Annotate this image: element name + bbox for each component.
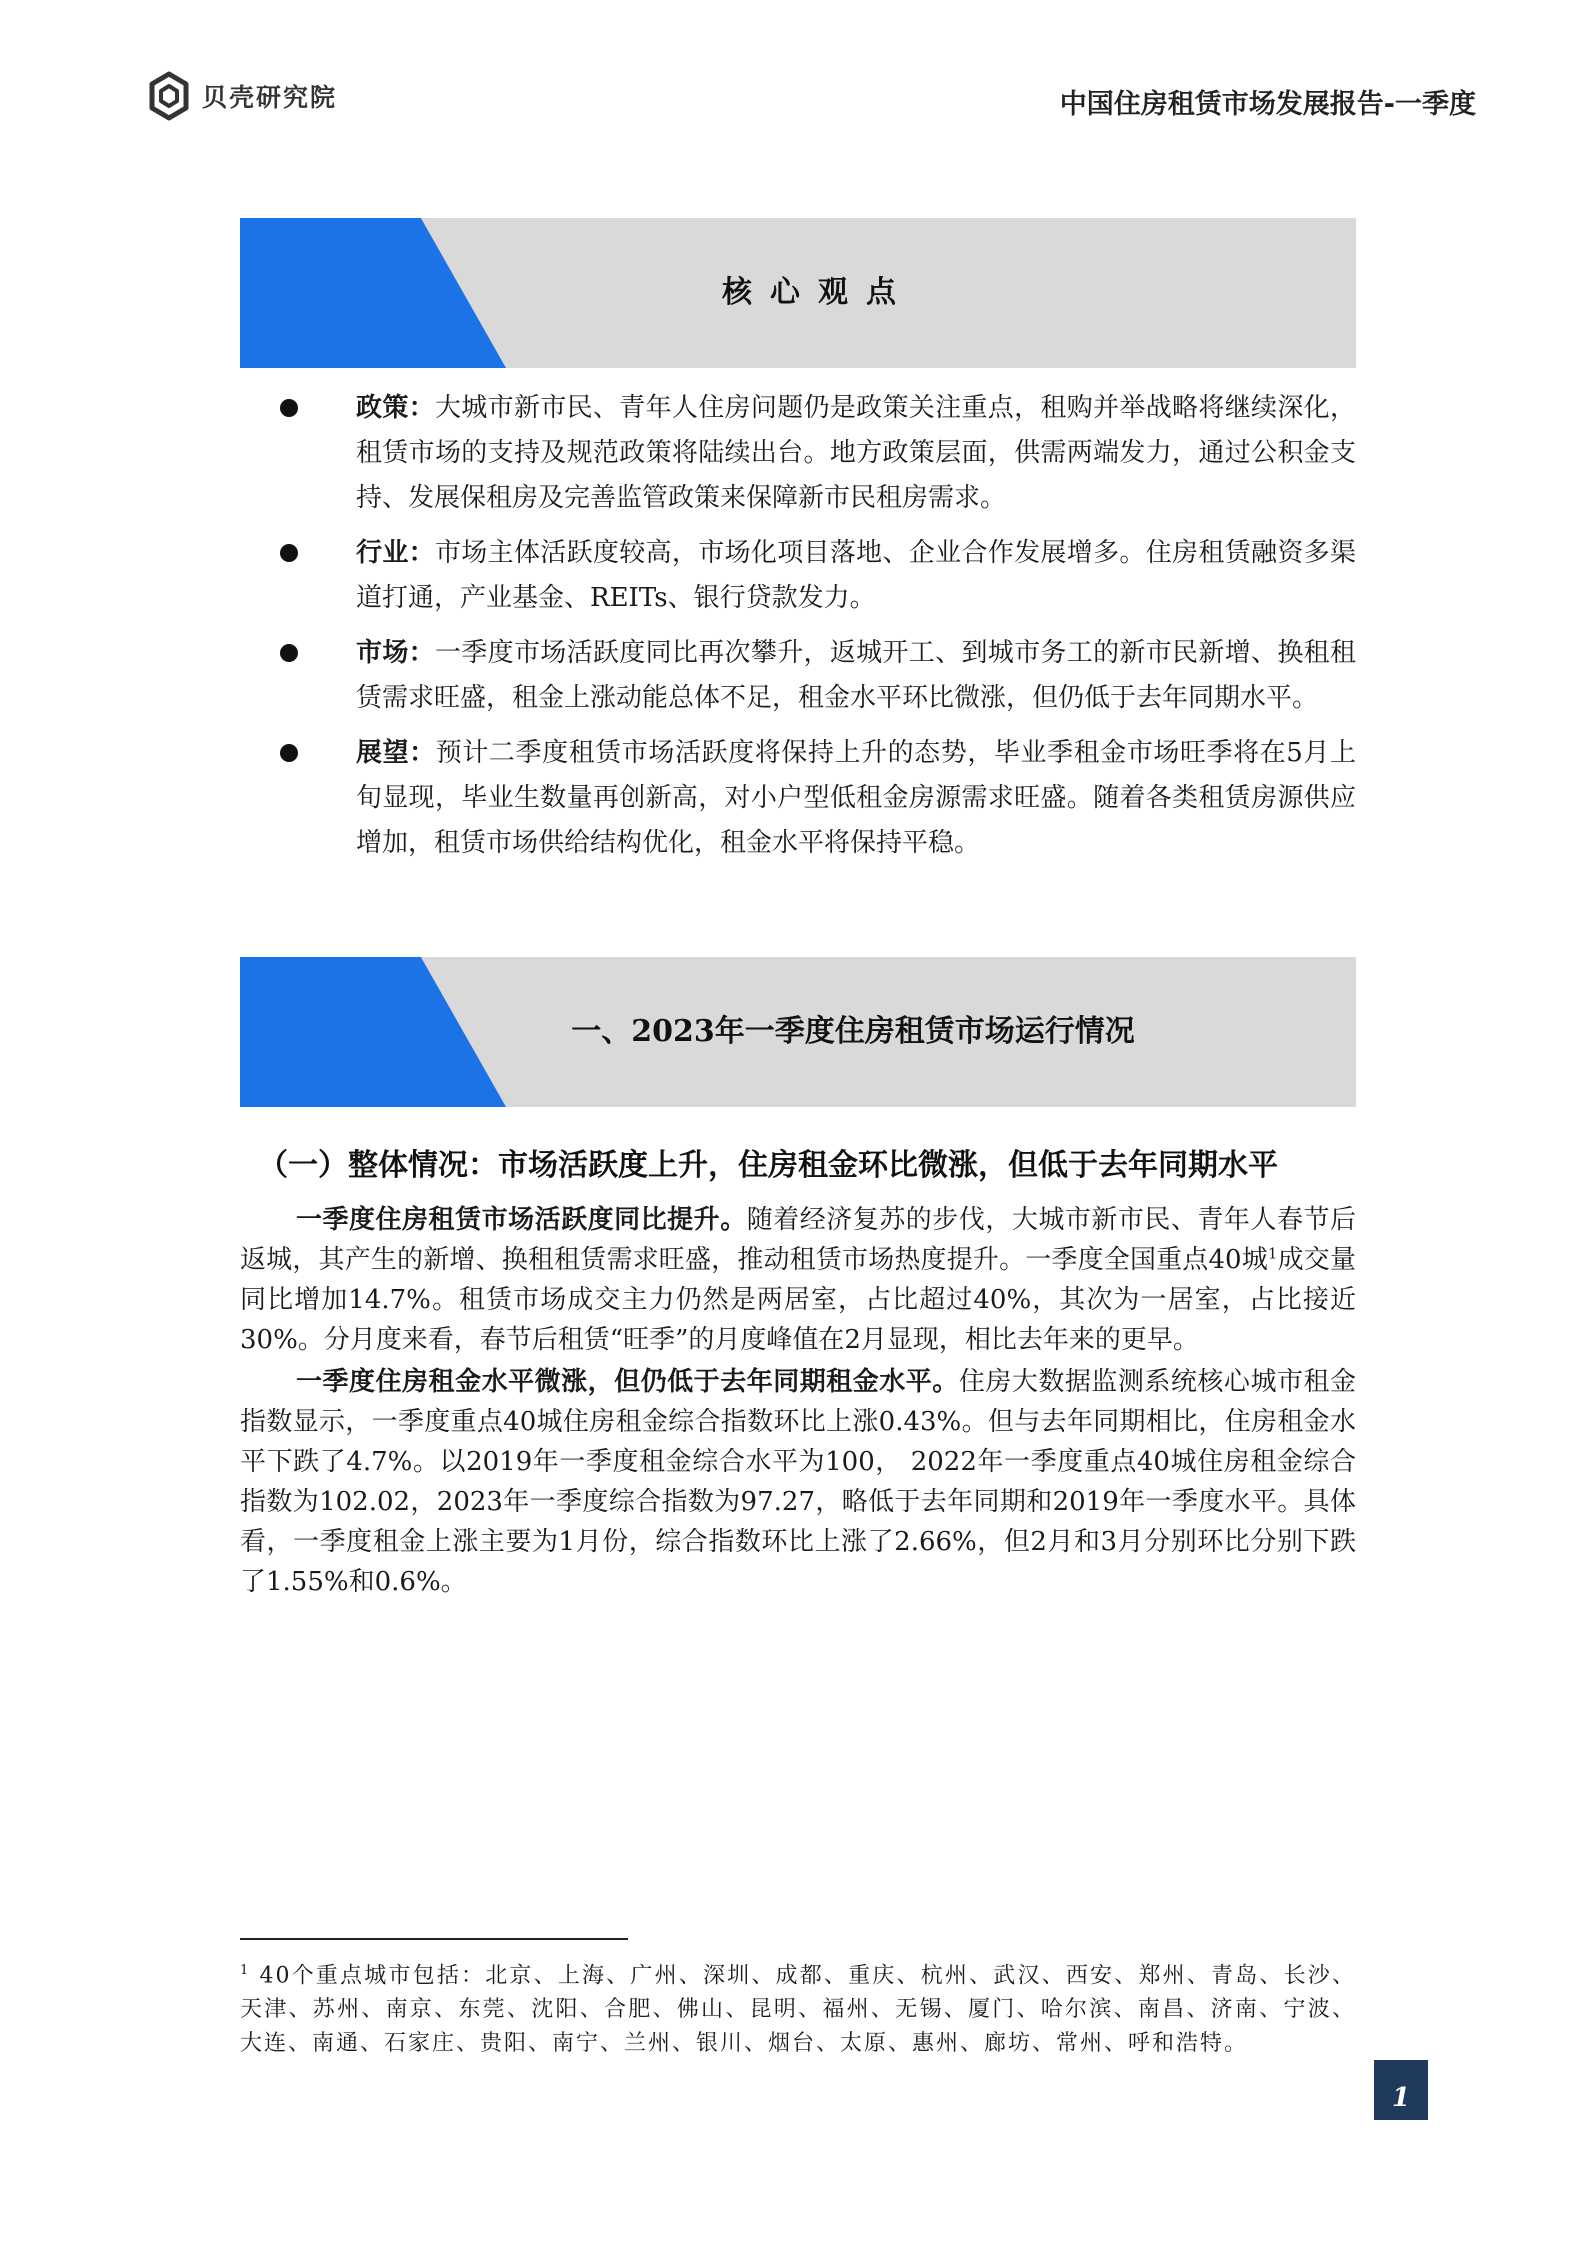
paragraph-rent-level: 一季度住房租金水平微涨，但仍低于去年同期租金水平。住房大数据监测系统核心城市租金指数显示，一季度重点40城住房租金综合指数环比上涨0.43%。但与去年同期相比，住房租金水平下跌了4.7%。以2019年一季度租金综合水平为100， 2022年一季度重点40城住房租金综合指数为102.02，2023年一季度综合指数为97.27，略低于去年同期和2019年一季度水平。具体看，一季度租金上涨主要为1月份，综合指数环比上涨了2.66%，但2月和3月分别环比分别下跌了1.55%和0.6%。 <box>240 1367 1356 1597</box>
footnote-text: 40个重点城市包括：北京、上海、广州、深圳、成都、重庆、杭州、武汉、西安、郑州、青岛、长沙、天津、苏州、南京、东莞、沈阳、合肥、佛山、昆明、福州、无锡、厦门、哈尔滨、南昌、济南、宁波、大连、南通、石家庄、贵阳、南宁、兰州、银川、烟台、太原、惠州、廊坊、常州、呼和浩特。 <box>240 1963 1356 2057</box>
bullet-text: 大城市新市民、青年人住房问题仍是政策关注重点，租购并举战略将继续深化，租赁市场的支持及规范政策将陆续出台。地方政策层面，供需两端发力，通过公积金支持、发展保租房及完善监管政策来保障新市民租房需求。 <box>356 393 1356 513</box>
footnote-marker: 1 <box>240 1963 251 1978</box>
bullet-dot-icon <box>280 544 298 562</box>
footnote <box>240 1954 1356 2061</box>
footnote-ref[interactable]: 1 <box>1267 1244 1278 1263</box>
bullet-outlook <box>240 731 1356 866</box>
bullet-label: 行业： <box>356 538 435 568</box>
subsection-heading: （一）整体情况：市场活跃度上升，住房租金环比微涨，但低于去年同期水平 <box>258 1148 1278 1183</box>
bullet-dot-icon <box>280 644 298 662</box>
bullet-text: 一季度市场活跃度同比再次攀升，返城开工、到城市务工的新市民新增、换租租赁需求旺盛，租金上涨动能总体不足，租金水平环比微涨，但仍低于去年同期水平。 <box>356 638 1356 713</box>
bullet-dot-icon <box>280 744 298 762</box>
bullet-industry <box>240 531 1356 621</box>
core-views-banner <box>240 218 1356 368</box>
paragraph-activity: 一季度住房租赁市场活跃度同比提升。随着经济复苏的步伐，大城市新市民、青年人春节后返城，其产生的新增、换租租赁需求旺盛，推动租赁市场热度提升。一季度全国重点40城$^1$成交量同比增加14.7%。租赁市场成交主力仍然是两居室，占比超过40%，其次为一居室，占比接近30%。分月度来看，春节后租赁“旺季”的月度峰值在2月显现，相比去年来的更早。 <box>240 1205 1356 1355</box>
page-number-underline <box>1374 2116 1428 2120</box>
bullet-dot-icon <box>280 399 298 417</box>
section-body <box>240 1200 1356 1604</box>
page-number: 1 <box>1374 2060 1428 2120</box>
bullet-market <box>240 631 1356 721</box>
bullet-label: 市场： <box>356 638 435 668</box>
paragraph-lead: 一季度住房租赁市场活跃度同比提升。 <box>296 1205 747 1235</box>
brand-logo <box>146 70 337 122</box>
paragraph-lead: 一季度住房租金水平微涨，但仍低于去年同期租金水平。 <box>296 1367 959 1397</box>
bullet-text: 预计二季度租赁市场活跃度将保持上升的态势，毕业季租金市场旺季将在5月上旬显现，毕业生数量再创新高，对小户型低租金房源需求旺盛。随着各类租赁房源供应增加，租赁市场供给结构优化，租金水平将保持平稳。 <box>356 738 1356 858</box>
section-one-banner <box>240 957 1356 1107</box>
bullet-label: 政策： <box>356 393 435 423</box>
bullet-policy <box>240 386 1356 521</box>
footnote-divider <box>240 1938 628 1940</box>
core-views-title: 核心观点 <box>722 275 914 310</box>
logo-text: 贝壳研究院 <box>202 83 338 112</box>
bullet-text: 市场主体活跃度较高，市场化项目落地、企业合作发展增多。住房租赁融资多渠道打通，产业基金、REITs、银行贷款发力。 <box>356 538 1356 613</box>
core-views-list <box>240 386 1356 876</box>
report-title: 中国住房租赁市场发展报告-一季度 <box>1059 89 1476 120</box>
section-one-title: 一、2023年一季度住房租赁市场运行情况 <box>571 1014 1135 1049</box>
beike-logo-icon <box>146 70 192 122</box>
bullet-label: 展望： <box>356 738 436 768</box>
